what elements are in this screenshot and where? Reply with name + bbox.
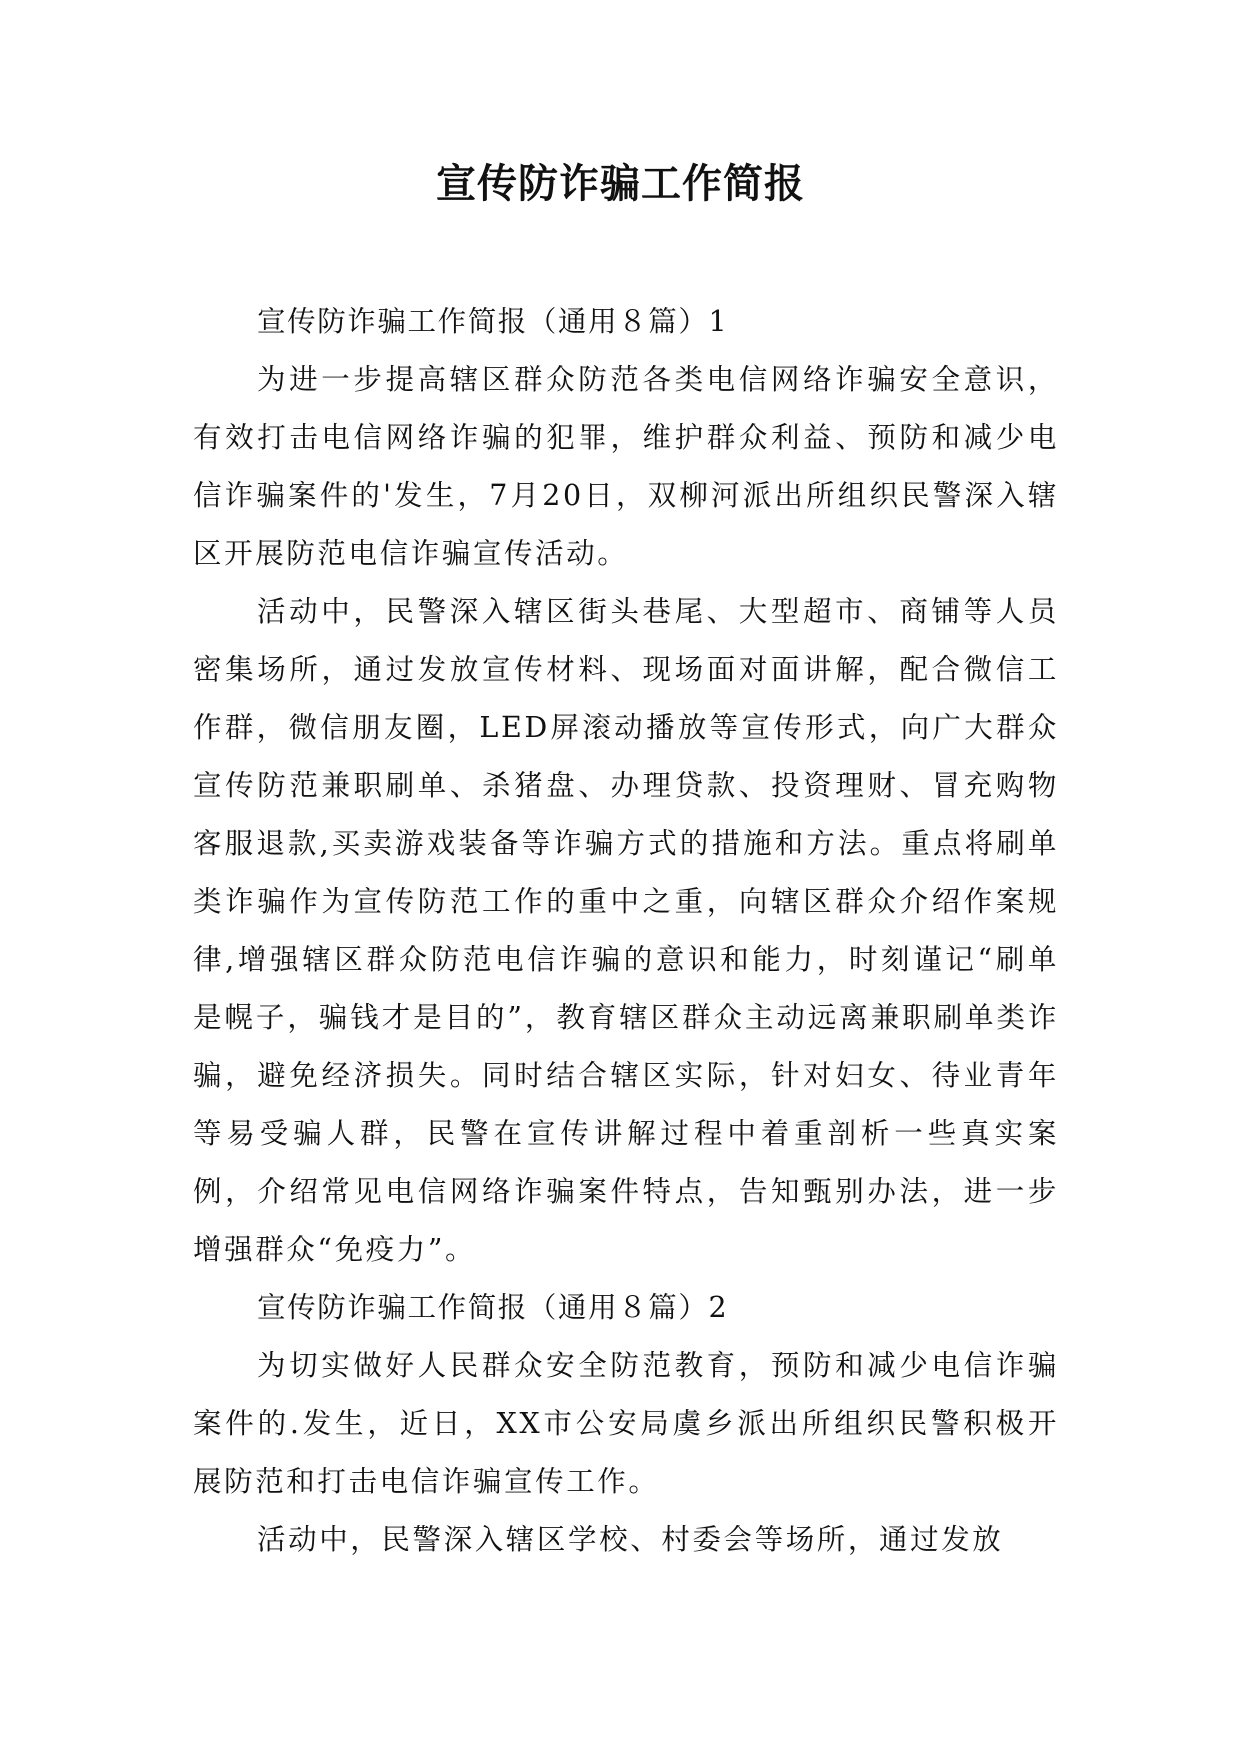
body-paragraph: 活动中，民警深入辖区街头巷尾、大型超市、商铺等人员密集场所，通过发放宣传材料、现场面对面讲解，配合微信工作群，微信朋友圈，LED屏滚动播放等宣传形式，向广大群众宣传防范兼职刷单、杀猪盘、办理贷款、投资理财、冒充购物客服退款,买卖游戏装备等诈骗方式的措施和方法。重点将刷单类诈骗作为宣传防范工作的重中之重，向辖区群众介绍作案规律,增强辖区群众防范电信诈骗的意识和能力，时刻谨记“刷单是幌子，骗钱才是目的”，教育辖区群众主动远离兼职刷单类诈骗，避免经济损失。同时结合辖区实际，针对妇女、待业青年等易受骗人群，民警在宣传讲解过程中着重剖析一些真实案例，介绍常见电信网络诈骗案件特点，告知甄别办法，进一步增强群众“免疫力”。 (193, 595, 1059, 1266)
body-paragraph: 活动中，民警深入辖区学校、村委会等场所，通过发放 (257, 1523, 1004, 1556)
section-heading-1: 宣传防诈骗工作简报（通用８篇）1 (257, 305, 729, 338)
document-body (193, 293, 1059, 1569)
body-paragraph: 为切实做好人民群众安全防范教育，预防和减少电信诈骗案件的.发生，近日，XX市公安局虞乡派出所组织民警积极开展防范和打击电信诈骗宣传工作。 (193, 1349, 1059, 1498)
document-title: 宣传防诈骗工作简报 (436, 161, 805, 207)
body-paragraph: 为进一步提高辖区群众防范各类电信网络诈骗安全意识，有效打击电信网络诈骗的犯罪，维护群众利益、预防和减少电信诈骗案件的'发生，7月20日，双柳河派出所组织民警深入辖区开展防范电信诈骗宣传活动。 (193, 363, 1059, 570)
section-heading-2: 宣传防诈骗工作简报（通用８篇）2 (257, 1291, 729, 1324)
